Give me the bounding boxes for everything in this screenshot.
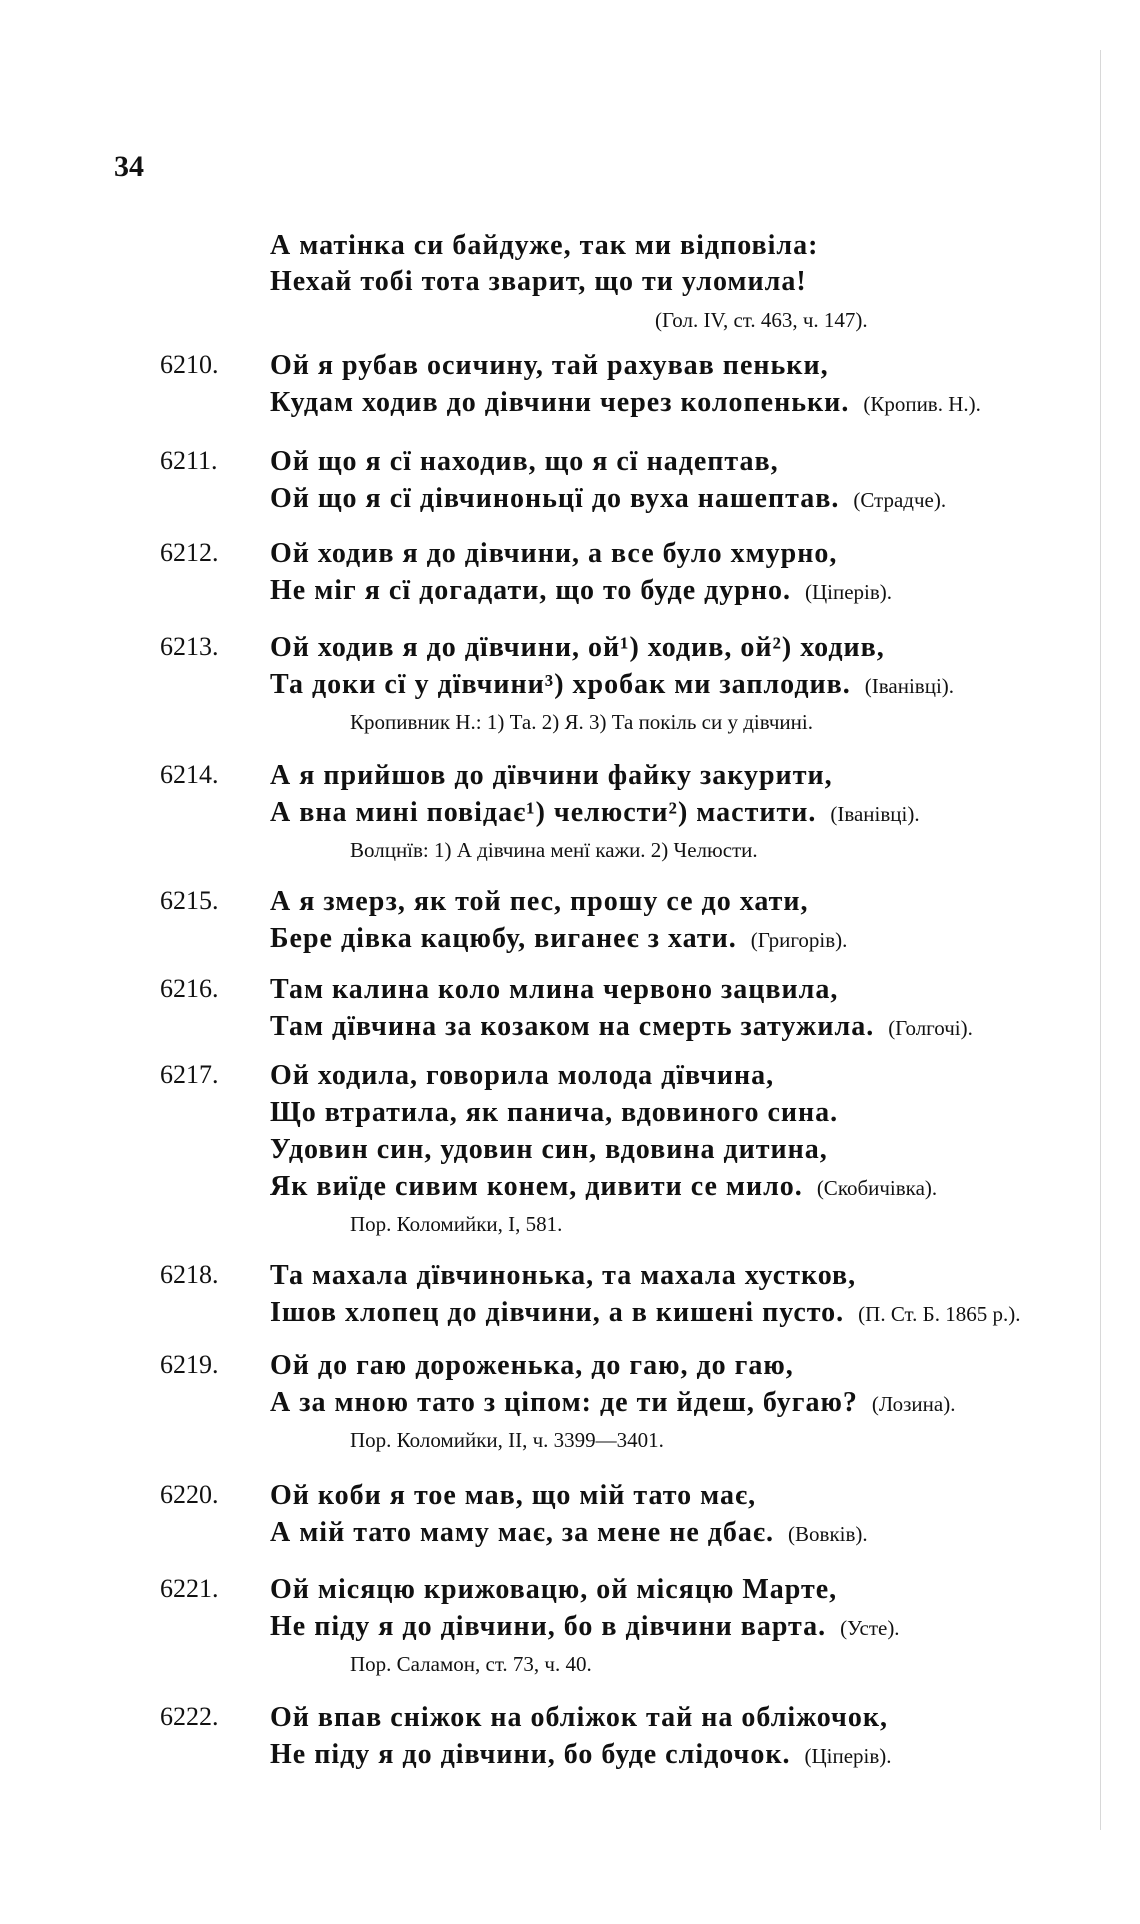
- source-ref: (Вовків).: [788, 1522, 868, 1546]
- variant-note: Пор. Саламон, ст. 73, ч. 40.: [350, 1652, 592, 1676]
- verse-line: А за мною тато з ціпом: де ти йдеш, бугаю? (Лозина).: [270, 1387, 956, 1418]
- source-ref: (Іванівці).: [864, 674, 955, 698]
- page-number: 34: [114, 150, 144, 183]
- source-ref: (Ціперів).: [805, 580, 893, 604]
- verse-line: Ой що я сї дівчиноньцї до вуха нашептав. (Страдче).: [270, 483, 947, 514]
- variant-note: Пор. Коломийки, I, 581.: [350, 1212, 563, 1236]
- verse-line: Ой ходив я до дівчини, а все було хмурно,: [270, 538, 838, 569]
- verse-line: Не міг я сї догадати, що то буде дурно. (Ціперів).: [270, 575, 893, 606]
- entry-number: 6212.: [160, 538, 219, 567]
- source-ref: (Ціперів).: [804, 1744, 892, 1768]
- verse-line: Бере дівка кацюбу, виганеє з хати. (Григорів).: [270, 923, 848, 954]
- source-ref: (Кропив. Н.).: [863, 392, 981, 416]
- page-edge-line: [1100, 50, 1101, 1830]
- source-ref: (Григорів).: [750, 928, 848, 952]
- variant-note: Пор. Коломийки, II, ч. 3399—3401.: [350, 1428, 664, 1452]
- verse-line: А матінка си байдуже, так ми відповіла:: [270, 230, 819, 261]
- verse-line: А я змерз, як той пес, прошу се до хати,: [270, 886, 809, 917]
- entry-number: 6214.: [160, 760, 219, 789]
- verse-line: Ой я рубав осичину, тай рахував пеньки,: [270, 350, 829, 381]
- variant-note: Волцнїв: 1) А дівчина менї кажи. 2) Челюсти.: [350, 838, 758, 862]
- verse-line: А вна мині повідає¹) челюсти²) мастити. (Іванівці).: [270, 797, 920, 828]
- source-ref: (П. Ст. Б. 1865 р.).: [858, 1302, 1021, 1326]
- entry-number: 6215.: [160, 886, 219, 915]
- entry-number: 6217.: [160, 1060, 219, 1089]
- verse-line: А мій тато маму має, за мене не дбає. (Вовків).: [270, 1517, 868, 1548]
- entry-number: 6221.: [160, 1574, 219, 1603]
- verse-line: Ой коби я тое мав, що мій тато має,: [270, 1480, 757, 1511]
- verse-line: Не піду я до дівчини, бо буде слідочок. (Ціперів).: [270, 1739, 892, 1770]
- verse-line: Не піду я до дівчини, бо в дівчини варта. (Усте).: [270, 1611, 900, 1642]
- verse-line: Ой ходила, говорила молода дївчина,: [270, 1060, 775, 1091]
- verse-line: Ой ходив я до дївчини, ой¹) ходив, ой²) ходив,: [270, 632, 885, 663]
- verse-line: Ой впав сніжок на обліжок тай на обліжочок,: [270, 1702, 888, 1733]
- verse-line: Там дївчина за козаком на смерть затужила. (Голгочі).: [270, 1011, 973, 1042]
- verse-line: Та доки сї у дївчини³) хробак ми заплодив. (Іванівці).: [270, 669, 955, 700]
- source-ref: (Скобичівка).: [816, 1176, 938, 1200]
- entry-number: 6210.: [160, 350, 219, 379]
- entry-number: 6213.: [160, 632, 219, 661]
- verse-line: Ой місяцю крижовацю, ой місяцю Марте,: [270, 1574, 838, 1605]
- entry-number: 6220.: [160, 1480, 219, 1509]
- verse-line: Як виїде сивим конем, дивити се мило. (Скобичівка).: [270, 1171, 938, 1202]
- variant-note: Кропивник Н.: 1) Та. 2) Я. 3) Та покіль си у дівчині.: [350, 710, 813, 734]
- entry-number: 6218.: [160, 1260, 219, 1289]
- entry-number: 6211.: [160, 446, 218, 475]
- verse-line: Ой до гаю дороженька, до гаю, до гаю,: [270, 1350, 794, 1381]
- source-ref: (Гол. IV, ст. 463, ч. 147).: [655, 308, 868, 332]
- verse-line: Там калина коло млина червоно зацвила,: [270, 974, 839, 1005]
- source-ref: (Лозина).: [871, 1392, 956, 1416]
- entry-number: 6222.: [160, 1702, 219, 1731]
- verse-line: Та махала дївчинонька, та махала хустков,: [270, 1260, 857, 1291]
- source-ref: (Іванівці).: [830, 802, 920, 826]
- verse-line: Ой що я сї находив, що я сї надептав,: [270, 446, 779, 477]
- entry-number: 6216.: [160, 974, 219, 1003]
- verse-line: Нехай тобі тота зварит, що ти уломила!: [270, 266, 807, 297]
- verse-line: Що втратила, як панича, вдовиного сина.: [270, 1097, 839, 1128]
- source-ref: (Голгочі).: [888, 1016, 973, 1040]
- source-ref: (Усте).: [840, 1616, 900, 1640]
- entry-number: 6219.: [160, 1350, 219, 1379]
- verse-line: Кудам ходив до дівчини через колопеньки. (Кропив. Н.).: [270, 387, 981, 418]
- verse-line: А я прийшов до дївчини файку закурити,: [270, 760, 833, 791]
- verse-line: Ішов хлопец до дівчини, а в кишені пусто. (П. Ст. Б. 1865 р.).: [270, 1297, 1021, 1328]
- source-ref: (Страдче).: [853, 488, 947, 512]
- verse-line: Удовин син, удовин син, вдовина дитина,: [270, 1134, 828, 1165]
